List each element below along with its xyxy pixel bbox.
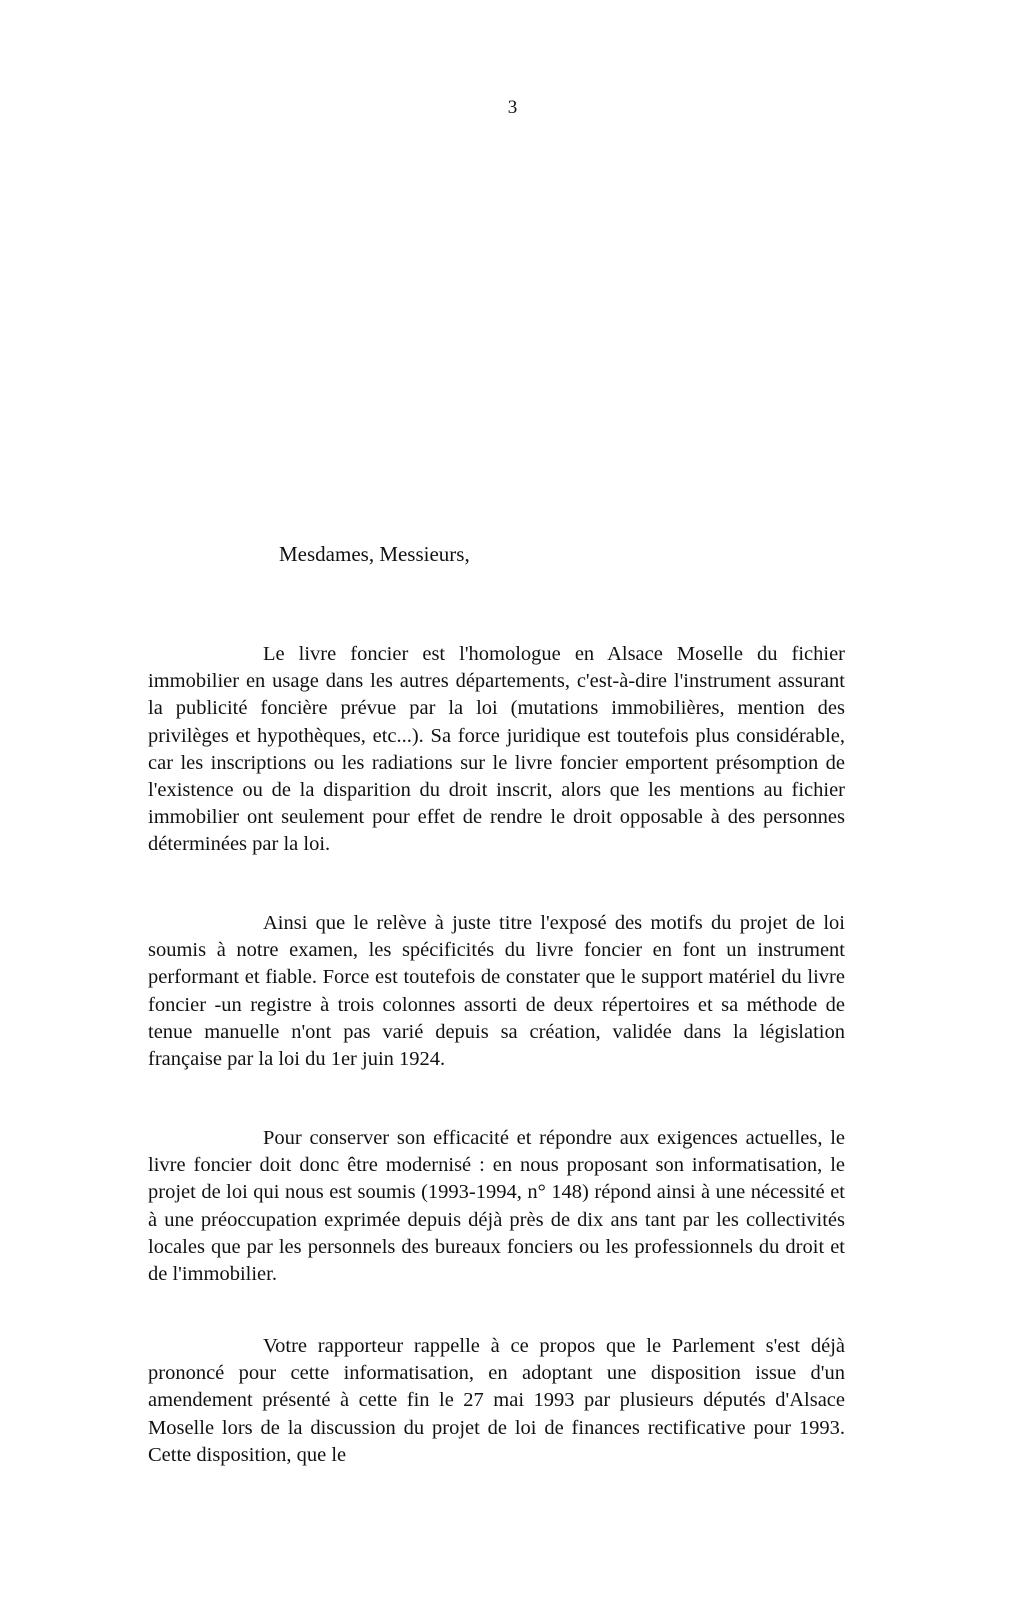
paragraph-1: Le livre foncier est l'homologue en Alsace Moselle du fichier immobilier en usage dans les autres départements, c'est-à-dire l'instrument assurant la publicité foncière prévue par la loi (mutations immobilières, mention des privilèges et hypothèques, etc...). Sa force juridique est toutefois plus considérable, car les inscriptions ou les radiations sur le livre foncier emportent présomption de l'existence ou de la disparition du droit inscrit, alors que les mentions au fichier immobilier ont seulement pour effet de rendre le droit opposable à des personnes déterminées par la loi. <box>148 643 845 856</box>
paragraph-2: Ainsi que le relève à juste titre l'exposé des motifs du projet de loi soumis à notre examen, les spécificités du livre foncier en font un instrument performant et fiable. Force est toutefois de constater que le support matériel du livre foncier -un registre à trois colonnes assorti de deux répertoires et sa méthode de tenue manuelle n'ont pas varié depuis sa création, validée dans la législation française par la loi du 1er juin 1924. <box>148 912 845 1071</box>
paragraph-4: Votre rapporteur rappelle à ce propos que le Parlement s'est déjà prononcé pour cette informatisation, en adoptant une disposition issue d'un amendement présenté à cette fin le 27 mai 1993 par plusieurs députés d'Alsace Moselle lors de la discussion du projet de loi de finances rectificative pour 1993. Cette disposition, que le <box>148 1335 845 1466</box>
page-number: 3 <box>507 97 518 118</box>
salutation: Mesdames, Messieurs, <box>279 542 470 566</box>
paragraph-3: Pour conserver son efficacité et répondre aux exigences actuelles, le livre foncier doit donc être modernisé : en nous proposant son informatisation, le projet de loi qui nous est soumis (1993-1994, n° 148) répond ainsi à une nécessité et à une préoccupation exprimée depuis déjà près de dix ans tant par les collectivités locales que par les personnels des bureaux fonciers ou les professionnels du droit et de l'immobilier. <box>148 1127 845 1286</box>
